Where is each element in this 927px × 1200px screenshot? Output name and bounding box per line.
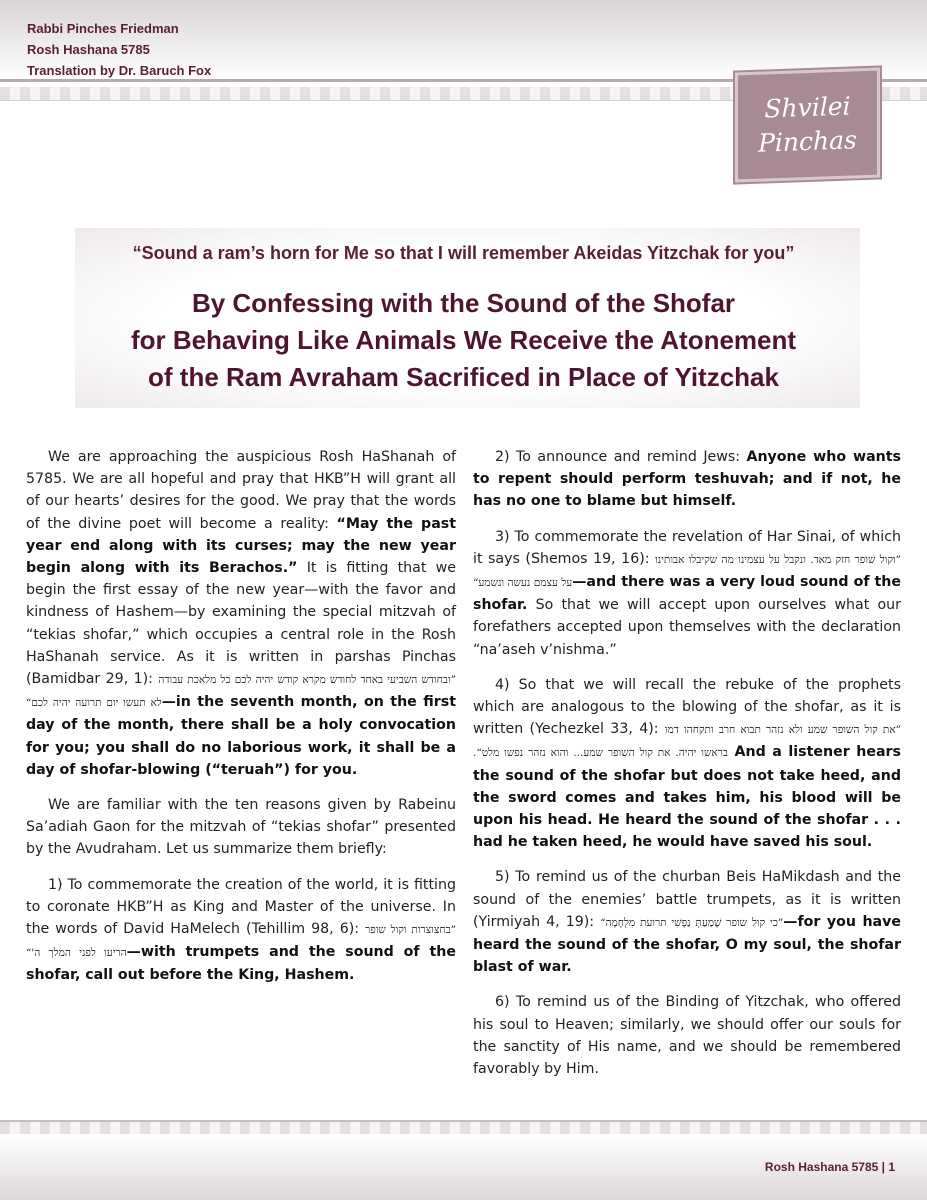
title-quote: “Sound a ram’s horn for Me so that I will remember Akeidas Yitzchak for you” [132, 243, 795, 263]
body-text: We are familiar with the ten reasons given by Rabeinu Sa’adiah Gaon for the mitzvah of “tekias shofar” presented by the Avudraham. Let us summarize them briefly: [26, 797, 456, 858]
hebrew-quote: ”בחצוצרות וקול שופר הריעו לפני המלך ה'“ [26, 924, 456, 960]
headline [0, 285, 927, 396]
paragraph [26, 874, 456, 987]
paragraph [473, 674, 901, 854]
left-column [26, 446, 456, 1000]
paragraph [26, 446, 456, 781]
headline-line: of the Ram Avraham Sacrificed in Place of Yitzchak [148, 362, 779, 392]
headline-line: for Behaving Like Animals We Receive the Atonement [130, 325, 797, 355]
byline [27, 18, 211, 81]
bold-text: —and there was a very loud sound of the shofar. [473, 574, 901, 614]
hebrew-quote: ”ובחודש השביעי באחד לחודש מקרא קודש יהיה לכם כל מלאכת עבודה לא תעשו יום תרועה יהיה לכם“ [26, 674, 456, 710]
body-text: It is fitting that we begin the first essay of the new year—with the favor and kindness of Hashem—by examining the special mitzvah of “tekias shofar,” which occupies a central role in the Rosh HaShanah service. As it is written in parshas Pinchas (Bamidbar 29, 1): [26, 560, 456, 688]
hebrew-quote: ”כי קול שופר שָׁמַעַתְּ נַפְשִׁי תרועת מִלְחָמָה“ [600, 916, 784, 929]
bold-text: “May the past year end along with its curses; may the new year begin along with its Berachos.” [26, 515, 456, 577]
author: Rabbi Pinches Friedman [27, 21, 179, 36]
body-text: We are approaching the auspicious Rosh HaShanah of 5785. We are all hopeful and pray that HKB”H will grant all of our hearts’ desires for the good. We pray that the words of the divine poet will become a reality: [26, 449, 456, 532]
shvilei-pinchas-logo: Shvilei Pinchas [735, 67, 880, 182]
body-text: 1) To commemorate the creation of the world, it is fitting to coronate HKB”H as King and Master of the universe. In the words of David HaMelech (Tehillim 98, 6): [26, 876, 456, 938]
body-text: 6) To remind us of the Binding of Yitzchak, who offered his soul to Heaven; similarly, we should offer our souls for the sanctity of His name, and we should be remembered favorably by Him. [473, 994, 901, 1078]
bold-text: —in the seventh month, on the first day of the month, there shall be a holy convocation for you; you shall do no laborious work, it shall be a day of shofar-blowing (“teruah”) for you. [26, 694, 456, 778]
page-footer: Rosh Hashana 5785 | 1 [764, 1160, 895, 1174]
paragraph [473, 446, 901, 513]
hebrew-quote: ”את קול השופר שמע ולא נזהר תבוא חרב ותקחהו דמו בראשו יהיה. את קול השופר שמע... והוא נזהר נפשו מלט“. [473, 724, 901, 760]
headline-line: By Confessing with the Sound of the Shofar [191, 288, 736, 318]
bold-text: —for you have heard the sound of the shofar, O my soul, the shofar blast of war. [473, 913, 901, 976]
paragraph [473, 866, 901, 978]
hebrew-quote: ”וקול שופר חזק מאד. ונקבל על עצמינו מה שקיבלו אבותינו על עצמם נעשה ונשמע“ [473, 553, 901, 590]
bold-text: Anyone who wants to repent should perform teshuvah; and if not, he has no one to blame but himself. [473, 449, 901, 510]
paragraph [473, 526, 901, 661]
body-text: 2) To announce and remind Jews: [495, 449, 747, 465]
body-text: So that we will accept upon ourselves what our forefathers accepted upon themselves with the declaration “na’aseh v’nishma.” [473, 597, 901, 658]
body-text: 3) To commemorate the revelation of Har Sinai, of which it says (Shemos 19, 16): [473, 528, 901, 567]
right-column [473, 446, 901, 1093]
bold-text: And a listener hears the sound of the shofar but does not take heed, and the sword comes and takes him, his blood will be upon his head. He heard the sound of the shofar . . . had he taken heed, he would have saved his soul. [473, 744, 901, 851]
body-text: 5) To remind us of the churban Beis HaMikdash and the sound of the enemies’ battle trumpets, as it is written (Yirmiyah 4, 19): [473, 869, 901, 930]
paragraph [473, 991, 901, 1080]
translator: Translation by Dr. Baruch Fox [27, 63, 212, 78]
body-text: 4) So that we will recall the rebuke of the prophets which are analogous to the blowing of the shofar, as it is written (Yechezkel 33, 4): [473, 676, 901, 738]
paragraph [26, 794, 456, 861]
bold-text: —with trumpets and the sound of the shofar, call out before the King, Hashem. [26, 944, 456, 984]
footer-ornament [0, 1120, 927, 1134]
occasion: Rosh Hashana 5785 [27, 42, 150, 57]
